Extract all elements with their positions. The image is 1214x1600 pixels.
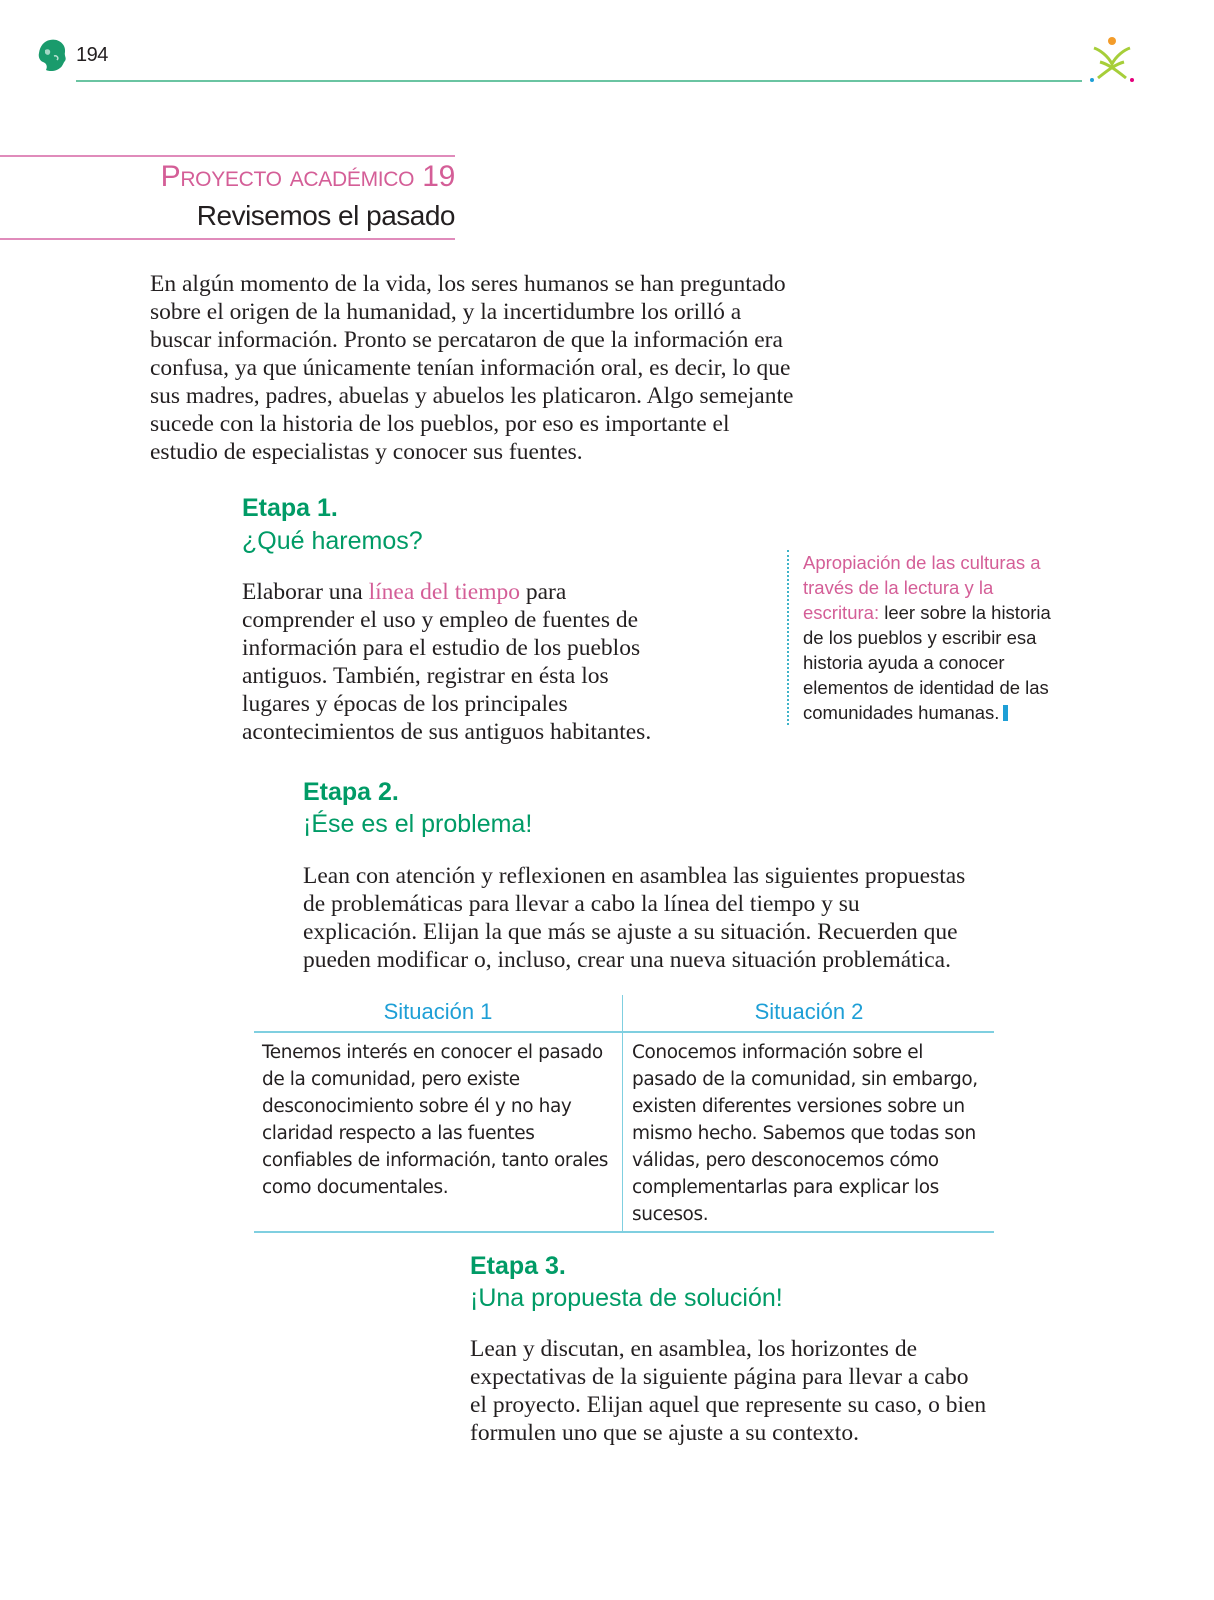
etapa-3-paragraph: Lean y discutan, en asamblea, los horizontes de expectativas de la siguiente página para llevar a cabo el proyecto. Elijan aquel que represente su caso, o bien formulen uno que se ajuste a su contexto. [470, 1336, 987, 1446]
situation-1-text: Tenemos interés en conocer el pasado de la comunidad, pero existe desconocimiento sobre él y no hay claridad respecto a las fuentes confiables de información, tanto orales como documentales. [262, 1042, 609, 1198]
situation-2-text: Conocemos información sobre el pasado de la comunidad, sin embargo, existen diferentes versiones sobre un mismo hecho. Sabemos que todas son válidas, pero desconocemos cómo complementarlas para explicar los sucesos. [632, 1042, 978, 1225]
title-top-rule [0, 155, 455, 157]
intro-paragraph: En algún momento de la vida, los seres humanos se han preguntado sobre el origen de la humanidad, y la incertidumbre los orilló a buscar información. Pronto se percataron de que la información era confusa, ya que únicamente tenían información oral, es decir, lo que sus madres, padres, abuelas y abuelos les platicaron. Algo semejante sucede con la historia de los pueblos, por eso es importante el estudio de especialistas y conocer sus fuentes. [150, 271, 794, 465]
page-number: 194 [76, 44, 108, 66]
project-subtitle: Revisemos el pasado [196, 200, 455, 231]
glossary-term-linea-del-tiempo: línea del tiempo [368, 579, 520, 605]
etapa-1-text-start: Elaborar una [242, 579, 369, 605]
etapa-2-question: ¡Ése es el problema! [303, 810, 533, 838]
sidebar-text: leer sobre la historia de los pueblos y escribir esa historia ayuda a conocer elementos de identidad de las comunidades humanas. [803, 602, 1051, 723]
header-rule [76, 80, 1082, 82]
etapa-3-question: ¡Una propuesta de solución! [470, 1284, 783, 1312]
etapa-1-number: Etapa 1. [242, 494, 338, 522]
end-mark-icon [1003, 705, 1008, 721]
project-title: Proyecto académico 19 [160, 160, 455, 193]
situation-2-title: Situación 2 [754, 999, 864, 1024]
situations-table [254, 995, 994, 1233]
table-column-divider [622, 995, 623, 1231]
sidebar-note [787, 550, 1073, 725]
etapa-1-text-end: para comprender el uso y empleo de fuentes de información para el estudio de los pueblos antiguos. También, registrar en ésta los lugares y épocas de los principales acontecimientos de sus antiguos habitantes. [242, 579, 652, 745]
etapa-1-question: ¿Qué haremos? [242, 527, 423, 555]
colorful-person-figure-icon [1086, 34, 1138, 86]
situation-1-title: Situación 1 [383, 999, 493, 1024]
etapa-2-paragraph: Lean con atención y reflexionen en asamblea las siguientes propuestas de problemáticas para llevar a cabo la línea del tiempo y su explicación. Elijan la que más se ajuste a su situación. Recuerden que pueden modificar o, incluso, crear una nueva situación problemática. [303, 863, 966, 973]
sidebar-lead: Apropiación de las culturas a través de la lectura y la escritura: [803, 552, 1041, 623]
etapa-1-paragraph [242, 578, 662, 746]
etapa-2-number: Etapa 2. [303, 778, 399, 806]
green-face-profile-icon [36, 38, 68, 74]
title-bottom-rule [0, 238, 455, 240]
table-header-rule [254, 1031, 994, 1033]
etapa-3-number: Etapa 3. [470, 1252, 566, 1280]
